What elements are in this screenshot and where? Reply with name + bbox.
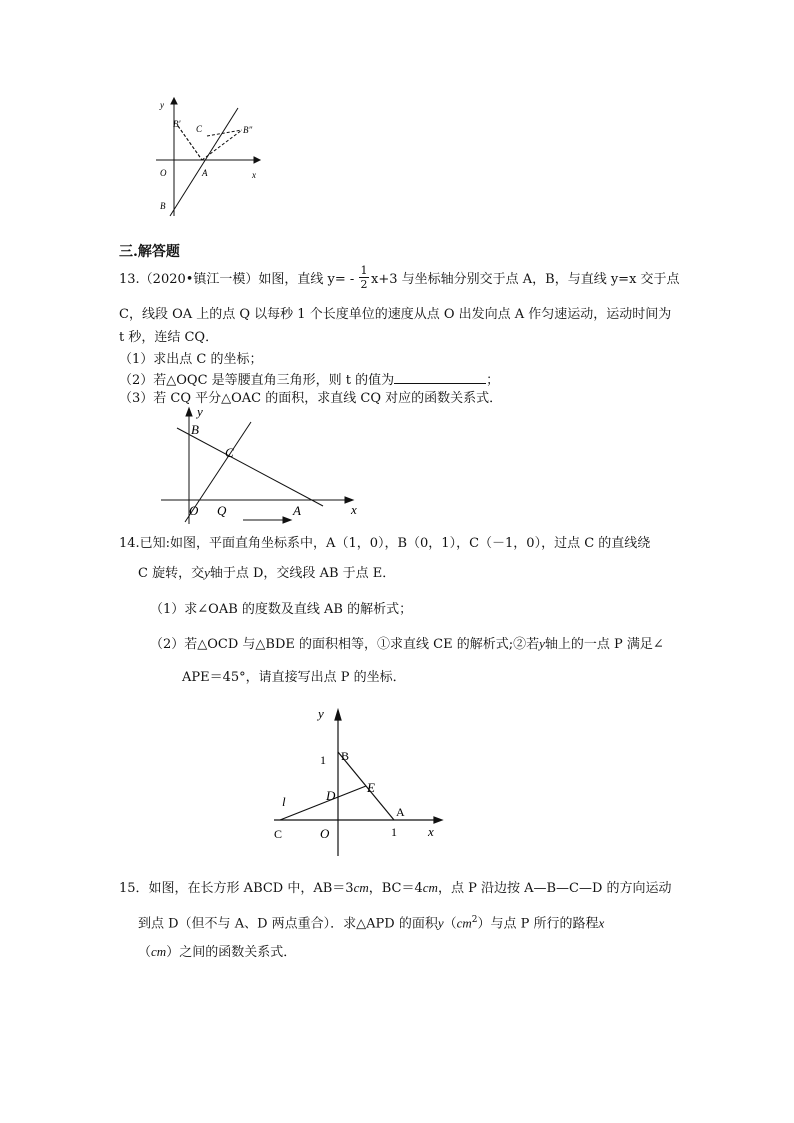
q15-cm-2: cm (422, 880, 438, 895)
q15-line3-a: （ (138, 945, 152, 960)
q15-sup2: 2 (471, 915, 478, 925)
y-axis-arrow (171, 98, 177, 104)
q15-line2 (138, 912, 604, 932)
q13-line3: t 秒，连结 CQ． (119, 330, 219, 345)
label-a: A (293, 503, 301, 518)
q13-frac-denominator: 2 (360, 278, 368, 291)
label-l: l (282, 794, 286, 809)
q14-line2 (138, 565, 395, 582)
q13-answer-blank (394, 371, 486, 384)
label-y: y (318, 706, 324, 721)
q14-sub1: （1）求∠OAB 的度数及直线 AB 的解析式； (150, 602, 413, 617)
q13-line1-pre: 13.（2020•镇江一模）如图，直线 y= - (119, 272, 355, 287)
figure-q13 (155, 402, 365, 528)
section-title: 三.解答题 (119, 244, 180, 260)
line-ce (280, 786, 366, 820)
q15-line2-a: 到点 D（但不与 A、D 两点重合）．求△APD 的面积 (138, 916, 438, 932)
q14-sub2-line2: APE＝45°，请直接写出点 P 的坐标． (182, 670, 406, 685)
q14-line2-a: C 旋转，交 (138, 566, 205, 581)
x-axis-arrow (434, 817, 442, 823)
q13-frac-numerator: 1 (360, 264, 368, 277)
dashed-a-b2 (202, 130, 242, 160)
q14-line2-b: 轴于点 D，交线段 AB 于点 E． (209, 566, 396, 581)
y-axis-arrow (186, 408, 192, 416)
y-axis-arrow (335, 710, 341, 720)
q15-line2-b: （ (443, 916, 457, 932)
q15-line1-a: 15．如图，在长方形 ABCD 中，AB＝3 (119, 881, 354, 896)
dashed-c-b2 (207, 130, 242, 136)
line-ab (177, 428, 323, 506)
q15-line2-c: ）与点 P 所行的路程 (477, 916, 599, 932)
q13-sub2-text: （2）若△OQC 是等腰直角三角形，则 t 的值为 (119, 373, 395, 388)
q13-sub3: （3）若 CQ 平分△OAC 的面积，求直线 CQ 对应的函数关系式． (119, 391, 503, 406)
label-e: E (367, 780, 375, 795)
label-x: x (351, 502, 357, 517)
q15-line1-c: ，点 P 沿边按 A—B—C—D 的方向运动 (437, 881, 672, 896)
label-a: A (396, 805, 405, 819)
q15-var-y: y (437, 915, 444, 931)
q14-line1: 14.已知:如图，平面直角坐标系中，A（1，0），B（0，1），C（－1，0），过点 C 的直线绕 (119, 536, 651, 551)
q14-sub2-a: （2）若△OCD 与△BDE 的面积相等，①求直线 CE 的解析式;②若 (150, 637, 540, 652)
label-x: x (252, 170, 256, 180)
label-y: y (160, 100, 164, 110)
label-c: C (225, 445, 234, 460)
q15-cm2: cm (456, 915, 472, 931)
q14-sub2-b: 轴上的一点 P 满足∠ (544, 637, 664, 652)
label-o: O (160, 168, 167, 178)
q13-sub2 (119, 371, 499, 389)
q15-line3 (138, 944, 296, 961)
label-o: O (320, 826, 330, 841)
q13-line2: C，线段 OA 上的点 Q 以每秒 1 个长度单位的速度从点 O 出发向点 A 作匀速运动，运动时间为 (119, 307, 672, 322)
q14-sub2-y: y (539, 636, 545, 651)
q13-sub2-end: ； (486, 373, 500, 388)
label-y: y (197, 404, 203, 419)
figure-q14 (268, 700, 454, 860)
label-b: B (160, 201, 166, 211)
figure-q12 (150, 96, 270, 220)
label-d: D (326, 788, 336, 803)
label-one-y: 1 (320, 753, 326, 767)
q13-sub1: （1）求出点 C 的坐标； (119, 352, 263, 367)
q14-line2-y: y (204, 565, 210, 580)
q15-line1-b: ，BC＝4 (368, 881, 423, 896)
q15-cm-3: cm (151, 944, 167, 959)
label-a: A (202, 168, 208, 178)
label-b1: B' (173, 119, 181, 129)
label-b: B (341, 749, 350, 763)
label-x: x (428, 824, 434, 839)
motion-arrow-head (283, 517, 291, 523)
q15-line1 (119, 880, 672, 897)
label-o: O (189, 503, 199, 518)
label-b: B (191, 422, 199, 437)
label-q: Q (217, 503, 227, 518)
q15-line3-b: ）之间的函数关系式． (166, 945, 297, 960)
q15-cm-1: cm (353, 880, 369, 895)
label-c: C (274, 827, 283, 841)
q14-sub2 (150, 636, 664, 653)
label-c: C (196, 124, 203, 134)
label-one-x: 1 (391, 825, 397, 839)
label-b2: B" (243, 125, 253, 135)
q13-line1-post: x+3 与坐标轴分别交于点 A，B，与直线 y=x 交于点 (371, 272, 680, 287)
x-axis-arrow (254, 157, 260, 163)
q15-var-x: x (598, 915, 605, 931)
